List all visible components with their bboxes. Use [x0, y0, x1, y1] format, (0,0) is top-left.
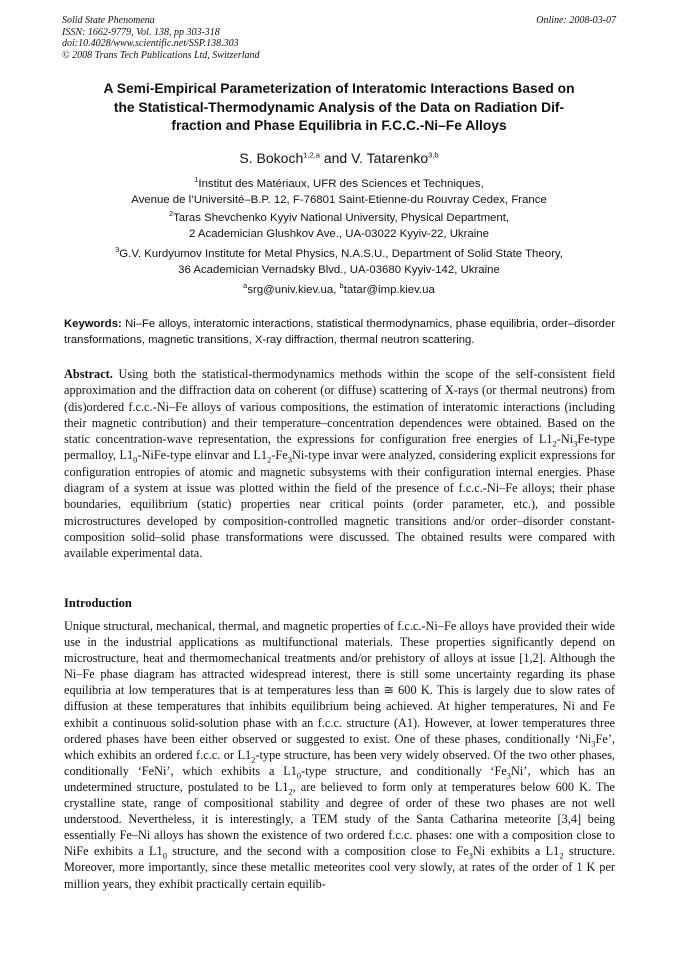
intro-text: Unique structural, mechanical, thermal, and magnetic properties of f.c.c.-Ni–Fe alloys have provided their wide use in the industrial applications as multifunctional materials. These properties significantly depend on microstructure, heat and thermomechanical treatments and/or prehistory of alloys at issue [1,2]. Although the Ni–Fe phase diagram has attracted widespread interest, there is still some uncertainty regarding its phase equilibria at low temperatures that is at temperatures less than ≅ 600 K. This is largely due to slow rates of diffusion at these temperatures that inhibits equilibrium being achieved. At higher temperatures, Ni and Fe exhibit a continuous solid-solution phase with an f.c.c. structure (A1). However, at lower temperatures three ordered phases have been either observed or suggested to exist. One of these phases, conditionally ‘Ni	[64, 619, 615, 746]
intro-text: , are believed to form only at temperatures below 600 K. The crystalline state, range of compositional stability and degree of order of these two phases are not well understood. Nevertheless, it is interestingly, a TEM study of the Santa Catharina meteorite [3,4] being essentially Fe–Ni alloys has shown the existence of two ordered f.c.c. phases: one with a composition close to NiFe exhibits a L1	[64, 779, 616, 859]
subscript: 3	[287, 454, 292, 465]
subscript: 2	[251, 754, 256, 765]
abstract-label: Abstract.	[64, 367, 113, 381]
paper-title	[58, 80, 620, 136]
email-mark: b	[339, 281, 344, 291]
introduction-paragraph	[64, 618, 615, 892]
subscript: 2	[267, 454, 272, 465]
author-affiliation-mark: 3,b	[428, 150, 439, 160]
affiliation-3	[58, 246, 620, 278]
affiliation-line: 2 Academician Glushkov Ave., UA-03022 Kyyiv-22, Ukraine	[189, 228, 489, 240]
subscript: 3	[468, 850, 473, 861]
abstract-text: Ni-type invar were analyzed, considering explicit expressions for configuration entropies of atomic and magnetic subsystems with their configuration internal energies. Phase diagram of a system at issue was plotted within the field of the presence of f.c.c.-Ni–Fe alloys; their phase boundaries, equilibrium (static) properties near critical points (order parameter, etc.), and possible microstructures developed by composition-controlled magnetic transitions and/or order–disorder constant-composition solid–solid phase transformations were discussed. The obtained results were compared with available experimental data.	[64, 448, 615, 561]
email-mark: a	[243, 281, 248, 291]
affiliation-mark: 2	[168, 209, 174, 219]
subscript: 3	[506, 770, 512, 781]
abstract-text: -Fe	[271, 448, 288, 463]
affiliation-line: Avenue de l’Université–B.P. 12, F-76801 Saint-Etienne-du Rouvray Cedex, France	[131, 194, 547, 206]
journal-copyright: © 2008 Trans Tech Publications Ltd, Switzerland	[62, 49, 260, 61]
abstract-text: -NiFe-type elinvar and L1	[137, 448, 268, 463]
online-date: Online: 2008-03-07	[536, 15, 616, 26]
subscript: 0	[162, 850, 167, 861]
intro-text: structure, and the second with a composition close to Fe	[166, 844, 469, 859]
journal-doi: doi:10.4028/www.scientific.net/SSP.138.303	[62, 38, 239, 49]
affiliation-line: Institut des Matériaux, UFR des Sciences et Techniques,	[198, 178, 484, 190]
affiliation-2	[58, 210, 620, 242]
title-line: the Statistical-Thermodynamic Analysis of the Data on Radiation Dif-	[113, 99, 565, 115]
affiliation-line: 36 Academician Vernadsky Blvd., UA-03680 Kyyiv-142, Ukraine	[178, 264, 500, 276]
intro-text: Ni’, which has an undetermined structure, postulated to be L1	[64, 763, 615, 794]
journal-header	[62, 15, 616, 61]
keywords-text: Ni–Fe alloys, interatomic interactions, statistical thermodynamics, phase equilibria, order–disorder transformations, magnetic transitions, X-ray diffraction, thermal neutron scattering.	[64, 318, 615, 346]
email-b: tatar@imp.kiev.ua	[343, 284, 435, 296]
author-name: S. Bokoch	[239, 150, 304, 166]
intro-text: -type structure, and conditionally ‘Fe	[301, 763, 507, 778]
subscript: 0	[296, 770, 302, 781]
abstract-text: Fe-type permalloy, L1	[64, 432, 615, 463]
author-list	[58, 148, 620, 168]
abstract-text: -Ni	[556, 432, 574, 447]
subscript: 3	[591, 738, 596, 749]
abstract	[64, 366, 615, 562]
abstract-text: Using both the statistical-thermodynamics methods within the scope of the self-consistent field approximation and the diffraction data on coherent (or diffuse) scattering of X-rays (or thermal neutrons) from (dis)ordered f.c.c.-Ni–Fe alloys of various compositions, the estimation of interatomic interactions (including their magnetic contribution) and their temperature–concentration dependences were obtained. Based on the static concentration-wave representation, the expressions for configuration free energies of L1	[64, 367, 615, 447]
subscript: 2	[559, 850, 564, 861]
affiliation-line: G.V. Kurdyumov Institute for Metal Physics, N.A.S.U., Department of Solid State Theory,	[119, 248, 563, 260]
email-a: srg@univ.kiev.ua,	[247, 284, 340, 296]
journal-issn: ISSN: 1662-9779, Vol. 138, pp 303-318	[62, 26, 220, 38]
title-line: A Semi-Empirical Parameterization of Interatomic Interactions Based on	[103, 81, 575, 96]
subscript: 2	[552, 438, 557, 449]
subscript: 2	[288, 786, 293, 797]
intro-text: structure. Moreover, more importantly, since these metallic meteorites cool very slowly, at rates of the order of 1 K per million years, they exhibit practically certain equilib-	[64, 844, 616, 891]
affiliation-1	[58, 176, 620, 208]
keywords	[64, 317, 615, 348]
affiliation-mark: 3	[115, 245, 120, 255]
section-heading-introduction: Introduction	[64, 596, 132, 610]
author-conjunction: and	[319, 150, 352, 166]
affiliation-mark: 1	[194, 175, 199, 185]
keywords-label: Keywords:	[64, 318, 122, 330]
subscript: 3	[573, 438, 578, 449]
author-emails	[58, 282, 620, 298]
author-name: V. Tatarenko	[351, 150, 429, 166]
affiliation-line: Taras Shevchenko Kyyiv National University, Physical Department,	[173, 212, 510, 224]
intro-text: Ni exhibits a L1	[472, 844, 560, 859]
intro-text: -type structure, has been very widely observed. Of the two other phases, conditionally ‘FeNi’, which exhibits a L1	[64, 747, 615, 778]
journal-name: Solid State Phenomena	[62, 15, 155, 26]
title-line: fraction and Phase Equilibria in F.C.C.-Ni–Fe Alloys	[171, 118, 507, 133]
author-affiliation-mark: 1,2,a	[303, 150, 320, 160]
subscript: 0	[133, 454, 138, 465]
intro-text: Fe’, which exhibits an ordered f.c.c. or L1	[64, 731, 615, 762]
